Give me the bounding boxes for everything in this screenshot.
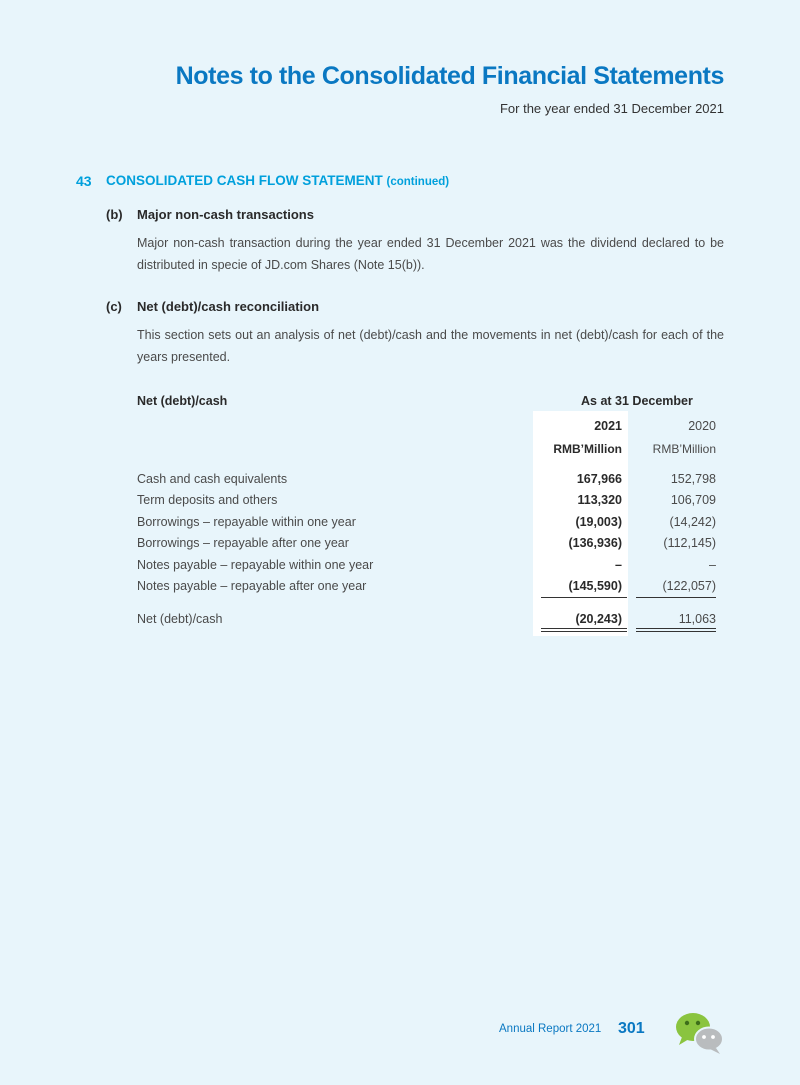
page-title: Notes to the Consolidated Financial Statements [175,62,724,90]
table-row-label: Term deposits and others [137,493,278,507]
section-number: 43 [76,173,92,189]
table-cell-2021: 113,320 [577,493,622,507]
wechat-icon [674,1010,726,1054]
subsection-b-letter: (b) [106,207,123,222]
page-subtitle: For the year ended 31 December 2021 [499,101,724,116]
subsection-c-title: Net (debt)/cash reconciliation [137,299,320,314]
subsection-b-text: Major non-cash transaction during the year ended 31 December 2021 was the dividend declared to be distributed in specie of JD.com Shares (Note 15(b)). [137,236,724,272]
column-unit-2020: RMB’Million [652,442,716,456]
subtotal-rule-2020 [636,597,716,598]
subtotal-rule-2021 [541,597,627,598]
total-double-rule-2021 [541,628,627,632]
table-cell-2020: (14,242) [669,515,716,529]
table-row-label: Borrowings – repayable after one year [137,536,349,550]
table-cell-2021: (136,936) [568,536,622,550]
total-cell-2021: (20,243) [575,612,622,626]
total-row-label: Net (debt)/cash [137,612,223,626]
column-unit-2021: RMB’Million [553,442,622,456]
section-title [106,173,449,188]
table-cell-2020: 152,798 [670,472,716,486]
subsection-b-title: Major non-cash transactions [137,207,314,222]
table-cell-2020: (122,057) [662,579,716,593]
column-header-2020: 2020 [688,419,716,433]
table-row-label: Borrowings – repayable within one year [137,515,356,529]
table-group-header: As at 31 December [581,394,693,408]
table-row-label: Cash and cash equivalents [137,472,288,486]
table-label: Net (debt)/cash [137,394,228,408]
total-double-rule-2020 [636,628,716,632]
column-header-2021: 2021 [594,419,622,433]
subsection-c-letter: (c) [106,299,122,314]
table-row-label: Notes payable – repayable within one year [137,558,374,572]
table-cell-2021: (145,590) [568,579,622,593]
page-number: 301 [618,1020,645,1037]
table-cell-2020: 106,709 [670,493,716,507]
footer-report-title: Annual Report 2021 [499,1023,602,1035]
table-cell-2021: – [615,558,622,572]
subsection-c-text: This section sets out an analysis of net (debt)/cash and the movements in net (debt)/cash for each of the years presented. [137,328,724,364]
table-cell-2020: – [709,558,716,572]
table-row-label: Notes payable – repayable after one year [137,579,367,593]
section-continued-label: (continued) [386,176,450,188]
total-cell-2020: 11,063 [678,612,716,626]
table-cell-2021: 167,966 [576,472,622,486]
section-title-text: CONSOLIDATED CASH FLOW STATEMENT [106,173,383,188]
table-cell-2021: (19,003) [575,515,622,529]
table-cell-2020: (112,145) [663,536,716,550]
